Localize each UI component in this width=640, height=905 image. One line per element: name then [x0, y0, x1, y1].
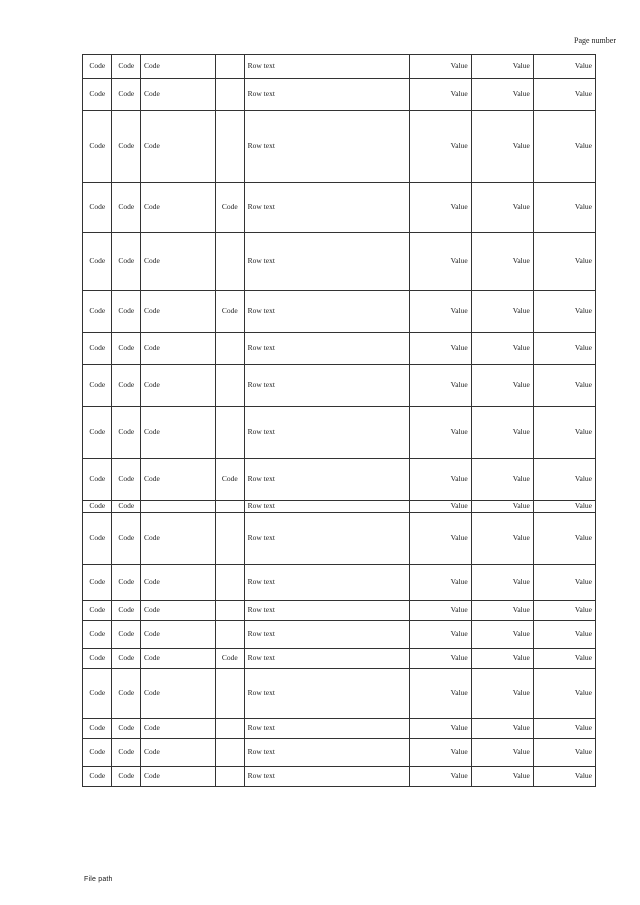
table-cell-v3: Value	[533, 233, 595, 291]
table-cell-v1: Value	[409, 669, 471, 719]
table-row	[83, 501, 596, 513]
table-cell-v2: Value	[471, 55, 533, 79]
table-cell-v1: Value	[409, 649, 471, 669]
table-row	[83, 55, 596, 79]
table-row	[83, 459, 596, 501]
table-cell-a: Code	[83, 183, 112, 233]
table-cell-c: Code	[141, 183, 216, 233]
table-cell-a: Code	[83, 669, 112, 719]
table-cell-b: Code	[112, 669, 141, 719]
table-cell-b: Code	[112, 55, 141, 79]
table-cell-text: Row text	[244, 669, 409, 719]
table-cell-v1: Value	[409, 233, 471, 291]
table-cell-b: Code	[112, 621, 141, 649]
table-row	[83, 739, 596, 767]
table-cell-v3: Value	[533, 767, 595, 787]
table-row	[83, 767, 596, 787]
table-cell-d	[216, 55, 245, 79]
table-cell-v1: Value	[409, 79, 471, 111]
table-cell-d	[216, 365, 245, 407]
table-cell-a: Code	[83, 601, 112, 621]
table-cell-v3: Value	[533, 621, 595, 649]
table-cell-text: Row text	[244, 501, 409, 513]
table-cell-v2: Value	[471, 291, 533, 333]
table-cell-d	[216, 407, 245, 459]
table-cell-d	[216, 233, 245, 291]
table-cell-b: Code	[112, 459, 141, 501]
table-row	[83, 111, 596, 183]
table-cell-a: Code	[83, 111, 112, 183]
table-cell-v1: Value	[409, 501, 471, 513]
table-cell-v1: Value	[409, 601, 471, 621]
table-cell-text: Row text	[244, 459, 409, 501]
table-cell-text: Row text	[244, 649, 409, 669]
table-cell-text: Row text	[244, 719, 409, 739]
table-cell-d	[216, 669, 245, 719]
table-cell-v2: Value	[471, 183, 533, 233]
table-cell-b: Code	[112, 767, 141, 787]
table-cell-v2: Value	[471, 767, 533, 787]
table-cell-d	[216, 767, 245, 787]
table-row	[83, 291, 596, 333]
table-cell-c: Code	[141, 233, 216, 291]
table-row	[83, 407, 596, 459]
table-cell-c: Code	[141, 291, 216, 333]
table-cell-v2: Value	[471, 79, 533, 111]
table-cell-v2: Value	[471, 621, 533, 649]
table-cell-c: Code	[141, 601, 216, 621]
table-cell-v1: Value	[409, 719, 471, 739]
table-cell-a: Code	[83, 739, 112, 767]
table-cell-v3: Value	[533, 79, 595, 111]
table-cell-v2: Value	[471, 111, 533, 183]
table-cell-v2: Value	[471, 501, 533, 513]
table-cell-v1: Value	[409, 333, 471, 365]
table-cell-text: Row text	[244, 55, 409, 79]
table-cell-v1: Value	[409, 111, 471, 183]
table-row	[83, 565, 596, 601]
table-cell-b: Code	[112, 739, 141, 767]
table-cell-c: Code	[141, 79, 216, 111]
table-cell-v3: Value	[533, 501, 595, 513]
table-cell-text: Row text	[244, 739, 409, 767]
table-cell-v2: Value	[471, 513, 533, 565]
table-cell-b: Code	[112, 79, 141, 111]
table-cell-text: Row text	[244, 565, 409, 601]
table-cell-d	[216, 601, 245, 621]
table-cell-d	[216, 111, 245, 183]
table-cell-d: Code	[216, 459, 245, 501]
table-cell-b: Code	[112, 407, 141, 459]
table-cell-v2: Value	[471, 233, 533, 291]
table-cell-v2: Value	[471, 333, 533, 365]
table-cell-a: Code	[83, 719, 112, 739]
table-cell-b: Code	[112, 601, 141, 621]
table-cell-v3: Value	[533, 669, 595, 719]
table-cell-v2: Value	[471, 365, 533, 407]
table-cell-v3: Value	[533, 739, 595, 767]
table-cell-text: Row text	[244, 333, 409, 365]
table-cell-b: Code	[112, 233, 141, 291]
table-cell-v3: Value	[533, 601, 595, 621]
table-cell-v2: Value	[471, 459, 533, 501]
table-cell-v2: Value	[471, 565, 533, 601]
table-cell-v3: Value	[533, 459, 595, 501]
table-cell-c: Code	[141, 111, 216, 183]
table-cell-a: Code	[83, 333, 112, 365]
table-cell-v3: Value	[533, 649, 595, 669]
table-cell-c: Code	[141, 565, 216, 601]
table-cell-b: Code	[112, 649, 141, 669]
table-cell-d	[216, 719, 245, 739]
table-cell-v2: Value	[471, 719, 533, 739]
table-cell-c: Code	[141, 333, 216, 365]
table-cell-b: Code	[112, 291, 141, 333]
table-cell-c: Code	[141, 649, 216, 669]
table-cell-v3: Value	[533, 183, 595, 233]
table-row	[83, 233, 596, 291]
table-cell-b: Code	[112, 183, 141, 233]
table-cell-a: Code	[83, 501, 112, 513]
table-row	[83, 719, 596, 739]
table-cell-b: Code	[112, 333, 141, 365]
table-cell-v1: Value	[409, 513, 471, 565]
table-cell-v1: Value	[409, 621, 471, 649]
table-cell-c: Code	[141, 669, 216, 719]
table-cell-a: Code	[83, 459, 112, 501]
table-cell-text: Row text	[244, 111, 409, 183]
table-cell-b: Code	[112, 111, 141, 183]
table-cell-text: Row text	[244, 601, 409, 621]
table-cell-a: Code	[83, 407, 112, 459]
table-row	[83, 333, 596, 365]
table-cell-v1: Value	[409, 767, 471, 787]
table-cell-a: Code	[83, 55, 112, 79]
table-cell-v3: Value	[533, 365, 595, 407]
table-cell-d: Code	[216, 183, 245, 233]
table-cell-v1: Value	[409, 365, 471, 407]
table-cell-text: Row text	[244, 407, 409, 459]
table-cell-d	[216, 333, 245, 365]
table-cell-a: Code	[83, 365, 112, 407]
table-cell-c: Code	[141, 55, 216, 79]
table-cell-b: Code	[112, 501, 141, 513]
table-cell-text: Row text	[244, 291, 409, 333]
table-cell-v1: Value	[409, 55, 471, 79]
table-cell-v3: Value	[533, 291, 595, 333]
table-cell-d: Code	[216, 649, 245, 669]
table-cell-a: Code	[83, 291, 112, 333]
table-cell-v1: Value	[409, 565, 471, 601]
table-cell-text: Row text	[244, 183, 409, 233]
table-row	[83, 513, 596, 565]
table-cell-v1: Value	[409, 739, 471, 767]
table-cell-v3: Value	[533, 513, 595, 565]
table-cell-c: Code	[141, 513, 216, 565]
table-cell-c	[141, 501, 216, 513]
table-cell-v1: Value	[409, 407, 471, 459]
table-row	[83, 601, 596, 621]
table-cell-b: Code	[112, 365, 141, 407]
table-cell-text: Row text	[244, 79, 409, 111]
table-cell-d	[216, 621, 245, 649]
page-number: Page number	[574, 36, 616, 45]
table-cell-v2: Value	[471, 669, 533, 719]
table-cell-text: Row text	[244, 621, 409, 649]
table-cell-v3: Value	[533, 55, 595, 79]
table-cell-a: Code	[83, 621, 112, 649]
table-cell-b: Code	[112, 513, 141, 565]
table-cell-c: Code	[141, 767, 216, 787]
table-row	[83, 649, 596, 669]
table-row	[83, 79, 596, 111]
table-cell-a: Code	[83, 649, 112, 669]
table-cell-v3: Value	[533, 111, 595, 183]
table-row	[83, 669, 596, 719]
table-cell-c: Code	[141, 719, 216, 739]
table-cell-a: Code	[83, 79, 112, 111]
budget-table	[82, 54, 596, 787]
table-cell-v2: Value	[471, 739, 533, 767]
table-cell-v3: Value	[533, 407, 595, 459]
table-cell-v2: Value	[471, 649, 533, 669]
table-row	[83, 365, 596, 407]
table-cell-d	[216, 739, 245, 767]
table-cell-text: Row text	[244, 513, 409, 565]
table-cell-c: Code	[141, 739, 216, 767]
table-row	[83, 621, 596, 649]
footer-file-path: File path	[84, 876, 113, 883]
table-cell-d	[216, 79, 245, 111]
table-cell-d	[216, 501, 245, 513]
table-cell-a: Code	[83, 565, 112, 601]
table-cell-c: Code	[141, 621, 216, 649]
table-cell-a: Code	[83, 513, 112, 565]
table-cell-a: Code	[83, 767, 112, 787]
table-cell-v1: Value	[409, 291, 471, 333]
table-cell-d: Code	[216, 291, 245, 333]
table-cell-text: Row text	[244, 767, 409, 787]
table-cell-v3: Value	[533, 565, 595, 601]
table-cell-b: Code	[112, 719, 141, 739]
table-row	[83, 183, 596, 233]
table-cell-c: Code	[141, 459, 216, 501]
table-cell-v2: Value	[471, 407, 533, 459]
table-cell-v3: Value	[533, 333, 595, 365]
table-cell-v1: Value	[409, 183, 471, 233]
table-cell-d	[216, 565, 245, 601]
table-cell-v1: Value	[409, 459, 471, 501]
table-cell-a: Code	[83, 233, 112, 291]
table-cell-text: Row text	[244, 365, 409, 407]
table-cell-c: Code	[141, 407, 216, 459]
table-cell-d	[216, 513, 245, 565]
table-cell-c: Code	[141, 365, 216, 407]
table-body	[83, 55, 596, 787]
table-cell-text: Row text	[244, 233, 409, 291]
table-cell-b: Code	[112, 565, 141, 601]
table-cell-v3: Value	[533, 719, 595, 739]
table-cell-v2: Value	[471, 601, 533, 621]
